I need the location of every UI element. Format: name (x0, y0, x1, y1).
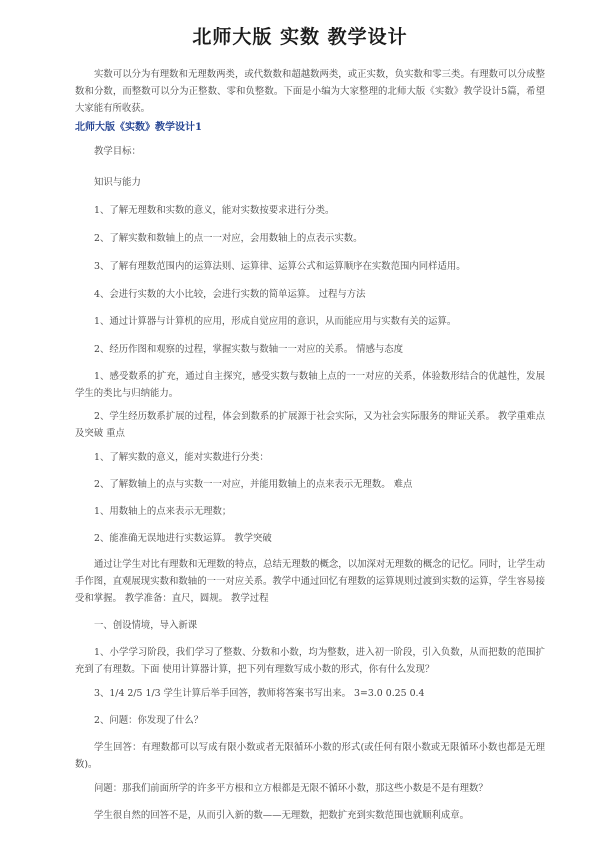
document-title: 北师大版 实数 教学设计 (192, 26, 408, 48)
paragraph: 2、问题：你发现了什么？ (94, 715, 204, 726)
paragraph: 3、1/4 2/5 1/3 学生计算后举手回答，教师将答案书写出来。 3=3.0 0.25 0.4 (94, 688, 425, 699)
paragraph: 学生回答：有理数都可以写成有限小数或者无限循环小数的形式(或任何有限小数或无限循环小数也都是无理数)。 (75, 742, 545, 770)
paragraph: 1、小学学习阶段，我们学习了整数、分数和小数，均为整数，进入初一阶段，引入负数，从而把数的范围扩充到了有理数。下面 使用计算器计算，把下列有理数写成小数的形式，你有什么发现？ (75, 647, 545, 675)
paragraph: 知识与能力 (94, 177, 141, 188)
paragraph: 学生很自然的回答不是，从而引入新的数——无理数，把数扩充到实数范围也就顺利成章。 (94, 810, 470, 821)
paragraph: 问题：那我们前面所学的许多平方根和立方根都是无限不循环小数，那这些小数是不是有理数？ (94, 783, 488, 794)
paragraph: 3、了解有理数范围内的运算法则、运算律、运算公式和运算顺序在实数范围内同样适用。 (94, 261, 466, 272)
paragraph: 1、了解实数的意义，能对实数进行分类： (94, 452, 269, 463)
paragraph: 2、能准确无误地进行实数运算。 教学突破 (94, 533, 272, 544)
paragraph: 2、学生经历数系扩展的过程，体会到数系的扩展源于社会实际，又为社会实际服务的辩证关系。 教学重难点及突破 重点 (75, 411, 545, 439)
paragraph: 2、了解数轴上的点与实数一一对应，并能用数轴上的点来表示无理数。 难点 (94, 479, 413, 490)
paragraph: 1、用数轴上的点来表示无理数； (94, 506, 232, 517)
paragraph: 4、会进行实数的大小比较，会进行实数的简单运算。 过程与方法 (94, 289, 366, 300)
paragraph: 通过让学生对比有理数和无理数的特点，总结无理数的概念，以加深对无理数的概念的记忆。同时，让学生动手作图，直观展现实数和数轴的一一对应关系。教学中通过回忆有理数的运算规则过渡到实数的运算，学生容易接受和掌握。 教学准备：直尺，圆规。 教学过程 (75, 559, 545, 604)
section-heading: 北师大版《实数》教学设计1 (75, 122, 202, 133)
intro-paragraph: 实数可以分为有理数和无理数两类，或代数数和超越数两类，或正实数，负实数和零三类。有理数可以分成整数和分数，而整数可以分为正整数、零和负整数。下面是小编为大家整理的北师大版《实数》教学设计5篇，希望大家能有所收获。 (75, 69, 545, 114)
paragraph: 1、感受数系的扩充，通过自主探究，感受实数与数轴上点的一一对应的关系，体验数形结合的优越性，发展学生的类比与归纳能力。 (75, 371, 545, 399)
paragraph: 2、了解实数和数轴上的点一一对应，会用数轴上的点表示实数。 (94, 233, 363, 244)
paragraph: 1、了解无理数和实数的意义，能对实数按要求进行分类。 (94, 205, 335, 216)
paragraph: 一、创设情境，导入新课 (94, 620, 198, 631)
paragraph: 1、通过计算器与计算机的应用，形成自觉应用的意识，从而能应用与实数有关的运算。 (94, 316, 457, 327)
paragraph: 教学目标： (94, 146, 141, 157)
paragraph: 2、经历作图和观察的过程，掌握实数与数轴一一对应的关系。 情感与态度 (94, 344, 403, 355)
